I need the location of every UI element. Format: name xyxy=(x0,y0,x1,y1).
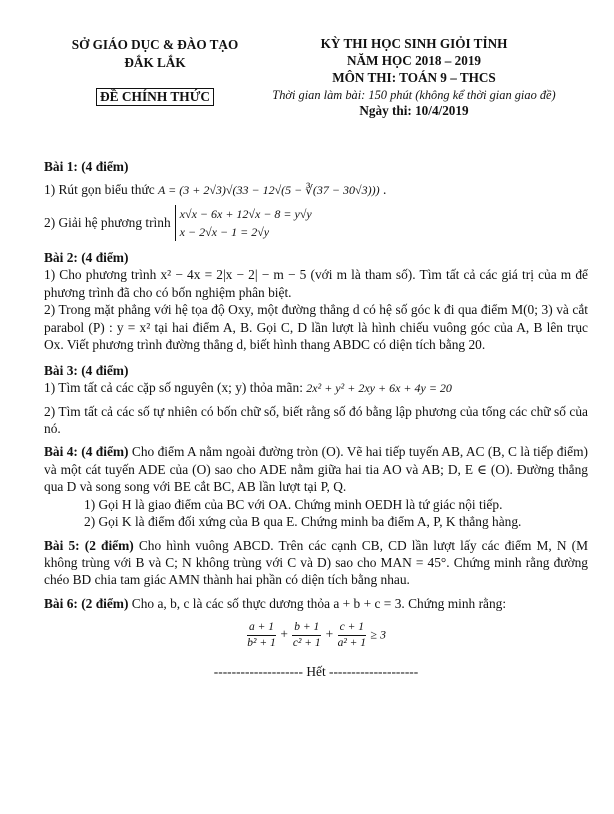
problem-5-title: Bài 5: (2 điểm) xyxy=(44,537,134,553)
problem-5-text: Cho hình vuông ABCD. Trên các cạnh CB, CD lần lượt lấy các điểm M, N (M không trùng với B và C; N không trùng với C và D) sao cho MAN = 45°. Chứng minh rằng đường chéo BD chia tam giác AMN thành hai phần có diện tích bằng nhau. xyxy=(44,537,588,588)
problem-1-q1 xyxy=(44,181,588,199)
department-line1: SỞ GIÁO DỤC & ĐÀO TẠO xyxy=(71,37,239,52)
problem-1-q2-text: 2) Giải hệ phương trình xyxy=(44,215,171,231)
exam-date: Ngày thi: 10/4/2019 xyxy=(359,102,469,118)
fraction-2 xyxy=(292,620,321,651)
problem-1-q2 xyxy=(44,205,312,241)
numerator-1: a + 1 xyxy=(247,620,276,636)
inequality xyxy=(44,620,588,651)
fraction-1 xyxy=(247,620,276,651)
department-header xyxy=(44,36,266,106)
school-year: NĂM HỌC 2018 – 2019 xyxy=(346,52,482,68)
problem-3-q2: 2) Tìm tất cả các số tự nhiên có bốn chữ số, biết rằng số đó bằng lập phương của tổng các chữ số của nó. xyxy=(44,403,588,436)
problem-2-title: Bài 2: (4 điểm) xyxy=(44,250,129,266)
problem-1-q1-text: 1) Rút gọn biểu thức xyxy=(44,182,155,198)
subject: MÔN THI: TOÁN 9 – THCS xyxy=(332,69,496,85)
equation-2: x − 2√x − 1 = 2√y xyxy=(179,225,270,240)
problem-1-q1-expression: A = (3 + 2√3)√(33 − 12√(5 − ∛(37 − 30√3))) xyxy=(158,183,380,198)
problem-1-title: Bài 1: (4 điểm) xyxy=(44,159,129,174)
problem-4-q2: 2) Gọi K là điểm đối xứng của B qua E. Chứng minh ba điểm A, P, K thẳng hàng. xyxy=(84,514,522,530)
fraction-3 xyxy=(338,620,366,651)
problem-3-title: Bài 3: (4 điểm) xyxy=(44,362,129,378)
problem-3-q1-text: 1) Tìm tất cả các cặp số nguyên (x; y) thỏa mãn: xyxy=(44,379,303,395)
official-stamp: ĐỀ CHÍNH THỨC xyxy=(96,88,214,105)
denominator-1: b² + 1 xyxy=(247,637,276,650)
department-line2: ĐẮK LẮK xyxy=(124,55,186,71)
problem-6-title: Bài 6: (2 điểm) xyxy=(44,595,129,611)
inequality-rhs: ≥ 3 xyxy=(370,627,386,642)
exam-title: KỲ THI HỌC SINH GIỎI TỈNH xyxy=(320,36,508,51)
problem-4 xyxy=(44,443,588,495)
denominator-2: c² + 1 xyxy=(292,637,321,650)
end-marker: -------------------- Hết -------------------- xyxy=(213,664,419,680)
numerator-3: c + 1 xyxy=(338,620,366,636)
problem-4-text: Cho điểm A nằm ngoài đường tròn (O). Vẽ hai tiếp tuyến AB, AC (B, C là tiếp điểm) và một cát tuyến ADE của (O) sao cho ADE nằm giữa hai tia AO và AB; D, E ∈ (O). Đường thẳng qua D và song song với BE cắt BC, AB lần lượt tại P, Q. xyxy=(44,444,588,495)
problem-4-q1: 1) Gọi H là giao điểm của BC với OA. Chứng minh OEDH là tứ giác nội tiếp. xyxy=(84,496,503,512)
problem-4-title: Bài 4: (4 điểm) xyxy=(44,444,129,460)
plus-sign-1: + xyxy=(280,626,288,642)
exam-body xyxy=(44,150,588,681)
problem-5 xyxy=(44,537,588,589)
equation-1: x√x − 6x + 12√x − 8 = y√y xyxy=(179,207,312,222)
problem-1-q1-end: . xyxy=(382,182,387,198)
denominator-3: a² + 1 xyxy=(337,637,367,650)
equation-system xyxy=(175,205,312,241)
problem-6-text: Cho a, b, c là các số thực dương thỏa a + b + c = 3. Chứng minh rằng: xyxy=(131,595,507,611)
plus-sign-2: + xyxy=(325,626,334,642)
problem-2-q1: 1) Cho phương trình x² − 4x = 2|x − 2| − m − 5 (với m là tham số). Tìm tất cả các giá trị của m để phương trình đã cho có bốn nghiệm phân biệt. xyxy=(44,267,588,300)
problem-3-q1 xyxy=(44,379,588,397)
problem-3-q1-expression: 2x² + y² + 2xy + 6x + 4y = 20 xyxy=(306,380,452,395)
exam-header xyxy=(244,36,584,120)
problem-6 xyxy=(44,595,588,612)
time-allowed: Thời gian làm bài: 150 phút (không kể thời gian giao đề) xyxy=(272,87,556,102)
problem-2-q2: 2) Trong mặt phẳng với hệ tọa độ Oxy, một đường thẳng d có hệ số góc k đi qua điểm M(0; 3) và cắt parabol (P) : y = x² tại hai điểm A, B. Gọi C, D lần lượt là hình chiếu vuông góc của A, B lên trục Ox. Viết phương trình đường thẳng d, biết hình thang ABDC có diện tích bằng 20. xyxy=(44,302,588,353)
numerator-2: b + 1 xyxy=(292,620,321,636)
